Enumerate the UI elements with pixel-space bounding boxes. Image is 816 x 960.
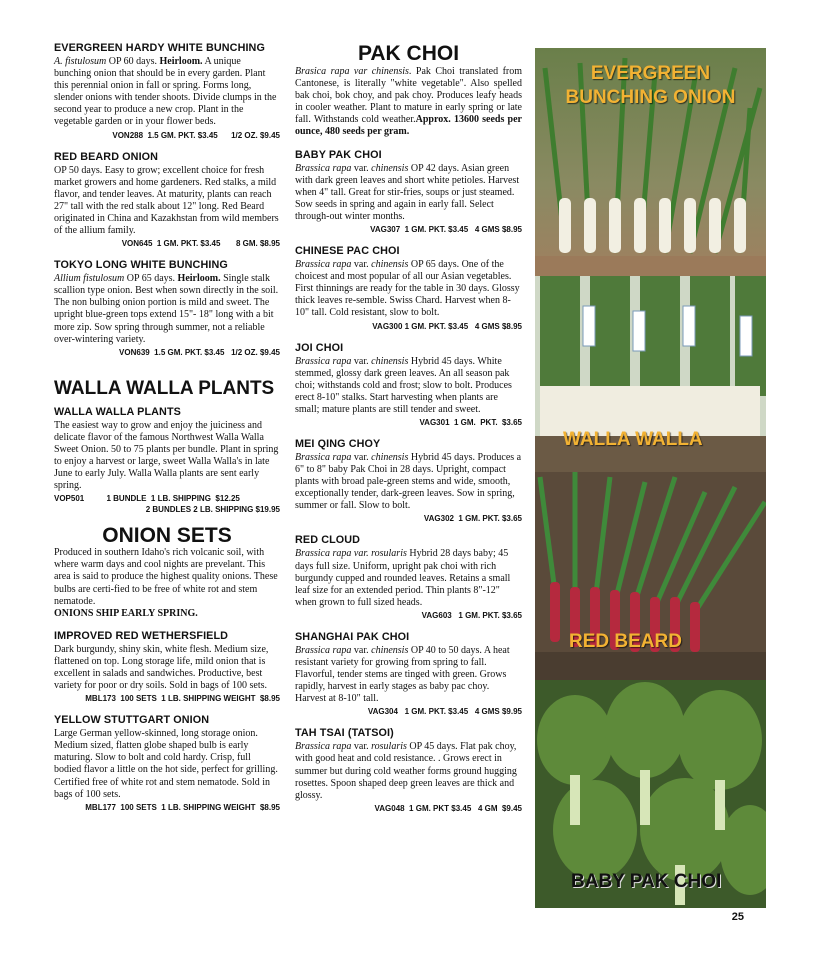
entry-description xyxy=(54,273,280,346)
sku-line: VAG048 1 GM. PKT $3.45 4 GM $9.45 xyxy=(374,803,522,813)
redbeard-entry xyxy=(54,151,280,250)
pak-choi-intro-text xyxy=(295,66,522,139)
species-name: Allium fistulosum xyxy=(54,273,125,285)
middle-column xyxy=(295,42,522,824)
var-text: var. xyxy=(351,162,372,174)
variety-name: rosularis xyxy=(371,741,407,753)
entry-title: IMPROVED RED WETHERSFIELD xyxy=(54,629,229,642)
species-name: Brassica rapa xyxy=(295,162,352,174)
entry-title: CHINESE PAC CHOI xyxy=(295,245,400,258)
entry-title: JOI CHOI xyxy=(295,341,344,354)
pak-choi-entry xyxy=(295,149,522,235)
sku-line: VAG603 1 GM. PKT. $3.65 xyxy=(421,610,522,620)
species-name: Brassica rapa xyxy=(295,741,352,753)
description-text: OP 45 days. Flat pak choy, with good heat and cold resistance. . Grows erect in summer but during cold weather forms ground hugging rosettes. Spoon shaped deep green leaves are thick and glossy. xyxy=(295,741,517,801)
sku-line: VAG307 1 GM. PKT. $3.45 4 GMS $8.95 xyxy=(370,225,522,235)
pak-choi-entry xyxy=(295,727,522,813)
entry-title: TAH TSAI (TATSOI) xyxy=(295,727,394,740)
species-name: Brassica rapa xyxy=(295,644,352,656)
photo-walla-walla xyxy=(535,276,766,472)
description-text: Hybrid 28 days baby; 45 days full size. Uniform, upright pak choi with rich burgundy cupped and rounded leaves. Retains a small leaf size for an extended period. Thin plants 8"-12" when grown to full sized heads. xyxy=(295,548,511,608)
description-text: Single stalk scallion type onion. Best when sown directly in the soil. The non bulbing onion portion is mild and sweet. The upright blue-green tops extend 15"- 18" long with a bit more zip. Sow spring through summer, not a reliable over-wintering variety. xyxy=(54,273,279,345)
species-name: Brassica rapa xyxy=(295,451,352,463)
days: OP 60 days. xyxy=(106,56,160,67)
sku-line: 2 BUNDLES 2 LB. SHIPPING $19.95 xyxy=(145,505,280,515)
sku-line: VOP501 1 BUNDLE 1 LB. SHIPPING $12.25 xyxy=(54,494,240,504)
description-text: OP 65 days. One of the choicest and most popular of all our Asian vegetables. First thinnings are ready for the table in 30 days. Glossy thick leaves re-semble. Swiss Chard. Harvest when 8-10" tall. Cold resistant, slow to bolt. xyxy=(295,259,520,319)
entry-description xyxy=(295,356,522,416)
description-text: Hybrid 45 days. White stemmed, glossy dark green leaves. An all season pak choi; withstands cold and frost; slow to bolt. Produces erect 8-10" stalks. Start harvesting when plants are small; mature plants are still tender and sweet. xyxy=(295,355,512,415)
species-name: Brassica rapa xyxy=(295,259,352,271)
entry-title: RED BEARD ONION xyxy=(54,150,159,163)
sku-line: MBL177 100 SETS 1 LB. SHIPPING WEIGHT $8.95 xyxy=(85,802,280,812)
entry-description: Large German yellow-skinned, long storage onion. Medium sized, flatten globe shaped bulb is early maturing. Slow to bolt and cold hardy. Crisp, full bodied flavor a little on the hot side, perfect for grilling. Certified free of white rot and stem nematode. Sold in bags of 100 sets. xyxy=(54,728,278,800)
entry-description xyxy=(295,741,522,801)
days: OP 65 days. xyxy=(124,273,178,285)
entry-description xyxy=(295,548,522,608)
sku-line: VAG304 1 GM. PKT. $3.45 4 GMS $9.95 xyxy=(367,707,522,717)
entry-title: TOKYO LONG WHITE BUNCHING xyxy=(54,259,228,272)
entry-description: The easiest way to grow and enjoy the juiciness and delicate flavor of the famous Northwest Walla Walla Sweet Onion. 50 to 75 plants per bundle. Plant in spring to enjoy a harvest or large, sweet Walla Walla's in late June to early July. Walla Walla plants are sent early spring. xyxy=(54,419,279,492)
tokyo-entry xyxy=(54,259,280,358)
left-column xyxy=(54,42,280,823)
entry-description xyxy=(295,163,522,223)
photo-baby-pak-choi xyxy=(535,680,766,908)
entry-description xyxy=(295,645,522,705)
entry-description xyxy=(54,56,280,129)
entry-title: YELLOW STUTTGART ONION xyxy=(54,714,210,727)
species-name: Brasica rapa var chinensis xyxy=(295,66,409,77)
photo-red-beard xyxy=(535,472,766,680)
entry-description: Dark burgundy, shiny skin, white flesh. Medium size, flattened on top. Long storage life, mild onion that is excellent in salads and sandwiches. Productive, best variety for poor or dry soils. Sold in bags of 100 sets. xyxy=(54,643,269,692)
entry-title: RED CLOUD xyxy=(295,534,361,547)
heirloom-tag: Heirloom. xyxy=(177,273,221,285)
entry-title: SHANGHAI PAK CHOI xyxy=(295,630,410,643)
sets-ship-note: ONIONS SHIP EARLY SPRING. xyxy=(54,607,198,619)
section-header-walla: WALLA WALLA PLANTS xyxy=(54,377,275,399)
wethersfield-entry xyxy=(54,630,280,704)
description-text: OP 42 days. Asian green with dark green leaves and short white petioles. Harvest when 4" tall. Great for stir-fries, soups or just steamed. Sow seeds in spring and again in early fall. Select through-out winter months. xyxy=(295,162,520,222)
section-header-sets: ONION SETS xyxy=(102,524,232,548)
var-text: var. xyxy=(351,644,372,656)
entry-description xyxy=(295,452,522,512)
sku-line: VON639 1.5 GM. PKT. $3.45 1/2 OZ. $9.45 xyxy=(119,347,280,357)
var-text: var. xyxy=(351,355,372,367)
species-name: Brassica rapa xyxy=(295,355,352,367)
variety-name: chinensis xyxy=(371,162,409,174)
entry-title: EVERGREEN HARDY WHITE BUNCHING xyxy=(54,42,265,54)
sku-line: VON288 1.5 GM. PKT. $3.45 1/2 OZ. $9.45 xyxy=(112,130,280,140)
pak-choi-entry xyxy=(295,342,522,428)
description-text: A unique bunching onion that should be in every garden. Plant this perennial onion in fall or spring. Forms long, slender onions with tender shoots. Divide clumps in the second year to produce a new crop. Plant in the vegetable garden or in your flower beds. xyxy=(54,56,277,128)
photo-caption: WALLA WALLA xyxy=(563,429,703,450)
sku-line: VON645 1 GM. PKT. $3.45 8 GM. $8.95 xyxy=(121,239,280,249)
walla-entry xyxy=(54,406,280,516)
var-text: var. xyxy=(351,741,372,753)
pak-choi-entries xyxy=(295,149,522,814)
photo-caption: RED BEARD xyxy=(569,631,682,652)
intro-text: . Pak Choi translated from Cantonese, is literally "white vegetable". Also spelled bak choi, bok choy, and pak choy. Produces leafy heads in cooler weather. Plant to mature in early spring or late fall. Withstands cold weather. xyxy=(295,66,523,126)
photo-caption: EVERGREEN xyxy=(590,63,711,84)
photo-caption: BUNCHING ONION xyxy=(565,87,736,108)
sets-intro xyxy=(54,547,280,620)
section-header-pak-choi: PAK CHOI xyxy=(357,42,460,65)
pak-choi-entry xyxy=(295,438,522,524)
entry-title: MEI QING CHOY xyxy=(295,437,381,450)
sku-line: VAG302 1 GM. PKT. $3.65 xyxy=(423,514,522,524)
description-text: Hybrid 45 days. Produces a 6" to 8" baby Pak Choi in 28 days. Upright, compact plants with broad pale-green stems and wide, smooth, exceptionally tender, dark-green leaves. Sow in spring, summer or fall. Slow to bolt. xyxy=(295,451,522,512)
evergreen-entry xyxy=(54,42,280,141)
photo-evergreen-bunching-onion xyxy=(535,48,766,276)
pak-choi-entry xyxy=(295,631,522,717)
seed-count: Approx. 13600 seeds per ounce, 480 seeds per gram. xyxy=(295,114,522,138)
species-name: Brassica rapa var. rosularis xyxy=(295,548,407,560)
entry-title: BABY PAK CHOI xyxy=(295,148,382,161)
stuttgart-entry xyxy=(54,714,280,813)
sku-line: VAG300 1 GM. PKT. $3.45 4 GMS $8.95 xyxy=(372,321,522,331)
heirloom-tag: Heirloom. xyxy=(159,56,203,67)
sku-line: VAG301 1 GM. PKT. $3.65 xyxy=(419,417,522,427)
variety-name: chinensis xyxy=(371,644,409,656)
page-number: 25 xyxy=(731,911,744,923)
variety-name: chinensis xyxy=(371,355,409,367)
pak-choi-entry xyxy=(295,245,522,331)
variety-name: chinensis xyxy=(371,451,409,463)
photo-column xyxy=(535,48,766,908)
pak-choi-entry xyxy=(295,534,522,620)
entry-title: WALLA WALLA PLANTS xyxy=(54,405,181,418)
pak-choi-intro xyxy=(295,66,522,139)
photo-caption: BABY PAK CHOI xyxy=(571,871,722,892)
sets-intro-text: Produced in southern Idaho's rich volcanic soil, with where warm days and cool nights are prevelant. This area is said to produce the highest quality onions. These bulbs are certi-fied to be free of white rot and stem nematode. xyxy=(54,547,278,607)
entry-description: OP 50 days. Easy to grow; excellent choice for fresh market growers and home gardeners. Red stalks, a mild flavor, and tender leaves. At maturity, plants can reach 27" tall with the red stalk about 12" long. Red Beard originated in China and Kazakhstan from wild members of the allium family. xyxy=(54,164,279,237)
description-text: OP 40 to 50 days. A heat resistant variety for growing from spring to fall. Flavorful, tender stems are tinged with green. Grows rapidly, harvest in early stages as baby pac choy. Harvest at 8-10" tall. xyxy=(295,644,510,705)
sku-line: MBL173 100 SETS 1 LB. SHIPPING WEIGHT $8.95 xyxy=(85,694,280,704)
entry-description xyxy=(295,259,522,319)
var-text: var. xyxy=(351,451,372,463)
species-name: A. fistulosum xyxy=(54,56,107,67)
variety-name: chinensis xyxy=(371,259,409,271)
var-text: var. xyxy=(351,259,372,271)
